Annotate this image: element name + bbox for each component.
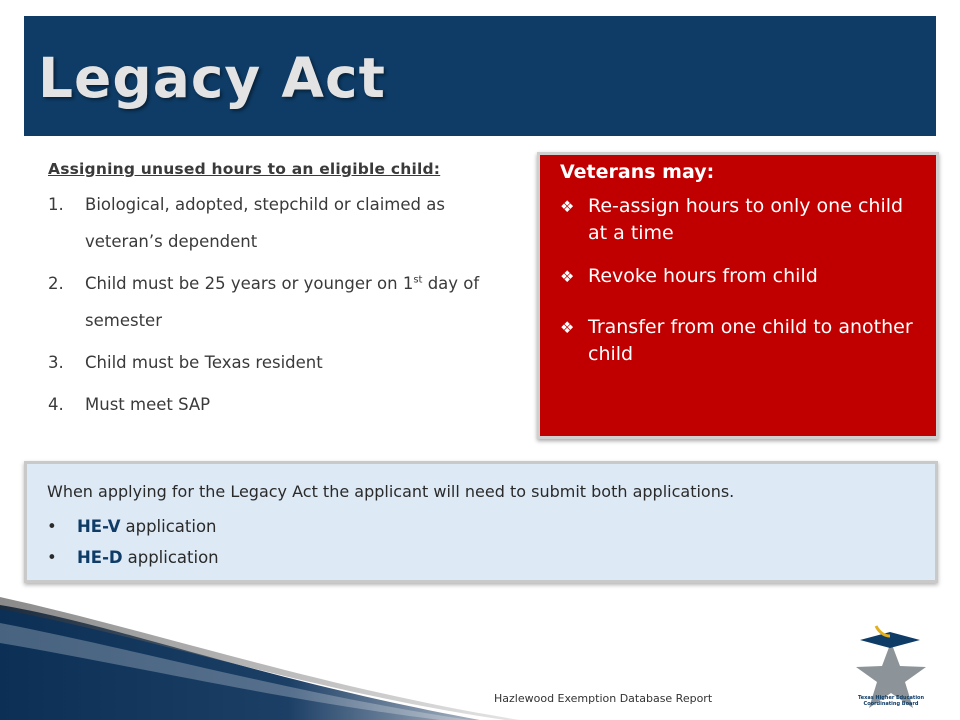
list-text: Must meet SAP	[85, 395, 211, 414]
list-number: 1.	[48, 195, 64, 214]
list-text-part: day of semester	[85, 274, 480, 330]
list-number: 3.	[48, 353, 64, 372]
list-text	[85, 265, 518, 339]
application-item	[77, 542, 219, 573]
footer-text: Hazlewood Exemption Database Report	[494, 692, 713, 705]
list-number: 2.	[48, 274, 64, 293]
veterans-may-box	[537, 152, 939, 439]
list-item	[48, 344, 518, 381]
application-code: HE-V	[77, 517, 121, 536]
application-label: application	[127, 548, 219, 567]
option-text: Re-assign hours to only one child at a time	[588, 195, 904, 244]
diamond-bullet-icon: ❖	[560, 197, 575, 216]
diamond-bullet-icon: ❖	[560, 267, 575, 286]
ordinal-superscript: st	[413, 274, 423, 286]
eligibility-section	[48, 160, 518, 423]
list-number: 4.	[48, 395, 64, 414]
list-item	[48, 186, 518, 260]
eligibility-list	[48, 186, 518, 423]
slide-title: Legacy Act	[38, 46, 386, 110]
application-label: application	[125, 517, 217, 536]
application-code: HE-D	[77, 548, 123, 567]
bullet-icon: •	[47, 517, 57, 536]
logo-caption: Texas Higher Education Coordinating Board	[857, 695, 925, 707]
applications-intro: When applying for the Legacy Act the applicant will need to submit both applications.	[47, 482, 735, 501]
list-item	[48, 265, 518, 339]
option-text: Transfer from one child to another child	[588, 316, 913, 365]
list-item	[47, 511, 915, 542]
eligibility-heading: Assigning unused hours to an eligible child:	[48, 160, 441, 178]
list-item	[560, 263, 916, 290]
list-text-part: Child must be 25 years or younger on 1	[85, 274, 414, 293]
application-item	[77, 511, 217, 542]
veterans-options-list	[560, 193, 916, 368]
list-item	[560, 193, 916, 247]
list-item	[47, 542, 915, 573]
list-item	[48, 386, 518, 423]
veterans-may-title: Veterans may:	[560, 161, 715, 183]
list-text: Biological, adopted, stepchild or claimed as veteran’s dependent	[85, 195, 445, 251]
applications-list	[47, 511, 915, 573]
applications-box	[24, 461, 938, 583]
option-text: Revoke hours from child	[588, 265, 818, 287]
diamond-bullet-icon: ❖	[560, 318, 575, 337]
list-item	[560, 314, 916, 368]
bullet-icon: •	[47, 548, 57, 567]
list-text: Child must be Texas resident	[85, 353, 323, 372]
decorative-swoosh	[0, 595, 960, 720]
